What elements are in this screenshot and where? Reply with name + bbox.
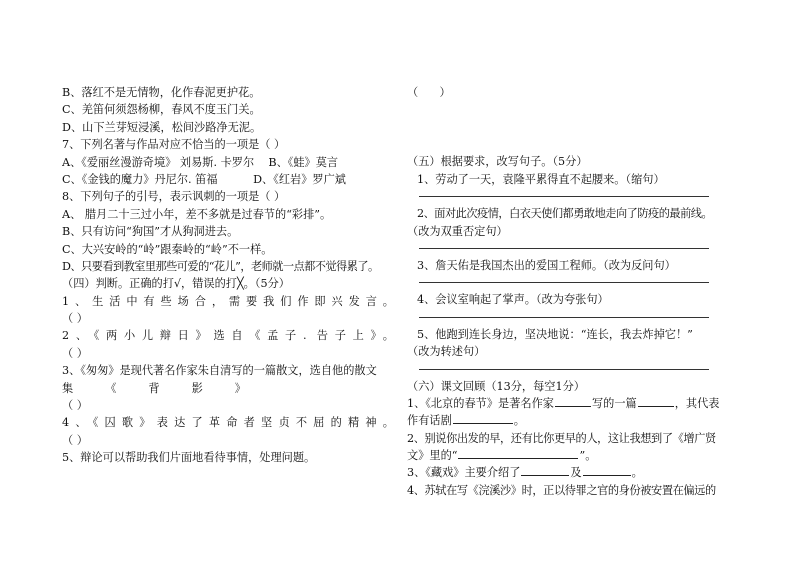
judge-item-1: 1、生活中有些场合，需要我们作即兴发言。: [62, 294, 394, 308]
rewrite-item-1: 1、劳动了一天，袁隆平累得直不起腰来。（缩句）: [417, 172, 665, 186]
answer-line-3: [419, 274, 709, 283]
question-7-options-ab: A、《爱丽丝漫游奇境》 刘易斯. 卡罗尔 B、《蛙》莫言: [62, 155, 339, 169]
recall-item-3: [407, 464, 729, 481]
recall-2-text-a: 文》里的“: [407, 449, 458, 463]
question-8-option-a: A、 腊月二十三过小年，差不多就是过春节的“彩排”。: [62, 207, 332, 221]
answer-line-1: [419, 188, 709, 197]
question-7: 7、下列名著与作品对应不恰当的一项是（ ）: [62, 138, 286, 152]
recall-3-blank-2[interactable]: [583, 464, 631, 476]
recall-3-text-b: 及: [570, 466, 582, 480]
rewrite-item-4: 4、会议室响起了掌声。（改为夸张句）: [417, 293, 609, 307]
judge-answer-4: （ ）: [62, 433, 88, 447]
rewrite-item-5-requirement: （改为转述句）: [407, 345, 486, 359]
recall-1-text-a: 1、《北京的春节》是著名作家: [407, 396, 554, 410]
answer-line-4: [419, 309, 709, 318]
answer-line-2: [419, 240, 709, 249]
judge-answer-3: （ ）: [62, 399, 88, 413]
recall-1-blank-author[interactable]: [555, 395, 591, 407]
recall-item-2-cont: [407, 447, 729, 464]
rewrite-item-3: 3、詹天佑是我国杰出的爱国工程师。（改为反问句）: [417, 258, 676, 272]
recall-3-text-c: 。: [631, 466, 643, 480]
recall-1-text-d: 作有话剧: [407, 414, 452, 428]
section-4-heading: （四）判断。正确的打√，错误的打╳。（5分）: [62, 277, 290, 291]
rewrite-item-2: 2、面对此次疫情，白衣天使们都勇敢地走向了防疫的最前线。: [417, 207, 713, 221]
answer-line-5: [419, 361, 709, 370]
judge-answer-5: （ ）: [407, 86, 451, 99]
recall-2-text-b: ”。: [579, 449, 597, 463]
section-5-heading: （五）根据要求，改写句子。（5分）: [407, 155, 588, 169]
left-column: [62, 84, 394, 467]
rewrite-item-2-requirement: （改为双重否定句）: [407, 224, 508, 238]
right-column: [407, 84, 729, 499]
question-7-options-cd: C、《金钱的魔力》丹尼尔. 笛福 D、《红岩》罗广斌: [62, 172, 346, 186]
question-8-option-d: D、只要看到教室里那些可爱的“花儿”，老师就一点都不觉得累了。: [62, 259, 379, 273]
recall-1-text-b: 写的一篇: [591, 396, 637, 410]
judge-item-2: 2、《两小儿辩日》选自《孟子. 告子上》。: [62, 329, 394, 343]
recall-1-text-c: ，其代表: [674, 396, 720, 410]
judge-answer-1: （ ）: [62, 312, 88, 326]
recall-1-blank-genre[interactable]: [638, 395, 674, 407]
question-8-option-b: B、只有访问“狗国”才从狗洞进去。: [62, 225, 239, 239]
recall-2-blank[interactable]: [458, 447, 578, 459]
question-8-option-c: C、大兴安岭的“岭”跟秦岭的“岭”不一样。: [62, 242, 273, 256]
recall-item-1-cont: [407, 412, 729, 429]
recall-3-text-a: 3、《藏戏》主要介绍了: [407, 466, 521, 480]
rewrite-item-5: 5、他跑到连长身边，坚决地说：“连长，我去炸掉它！”: [417, 327, 693, 341]
option-b-q6: B、落红不是无情物，化作春泥更护花。: [62, 86, 261, 99]
judge-item-3: 3、《匆匆》是现代著名作家朱自清写的一篇散文，选自他的散文: [62, 364, 377, 378]
judge-item-4: 4、《囚歌》表达了革命者坚贞不屈的精神。: [62, 416, 394, 430]
recall-1-text-e: 。: [513, 414, 525, 428]
judge-answer-2: （ ）: [62, 346, 88, 360]
recall-1-blank-drama[interactable]: [453, 412, 513, 424]
judge-item-5: 5、辩论可以帮助我们片面地看待事情，处理问题。: [62, 451, 316, 465]
recall-item-2: 2、别说你出发的早，还有比你更早的人，这让我想到了《增广贤: [407, 431, 716, 445]
option-c-q6: C、羌笛何须怨杨柳，春风不度玉门关。: [62, 103, 261, 117]
recall-3-blank-1[interactable]: [521, 464, 569, 476]
recall-item-1: [407, 395, 729, 412]
section-6-heading: （六）课文回顾（13分，每空1分）: [407, 379, 585, 393]
judge-item-3-cont: 集 《 背 影 》: [62, 381, 246, 395]
question-8: 8、下列句子的引号，表示讽刺的一项是（ ）: [62, 190, 286, 204]
option-d-q6: D、山下兰芽短浸溪，松间沙路净无泥。: [62, 120, 262, 134]
recall-item-4: 4、苏轼在写《浣溪沙》时，正以待罪之官的身份被安置在偏远的: [407, 483, 716, 497]
